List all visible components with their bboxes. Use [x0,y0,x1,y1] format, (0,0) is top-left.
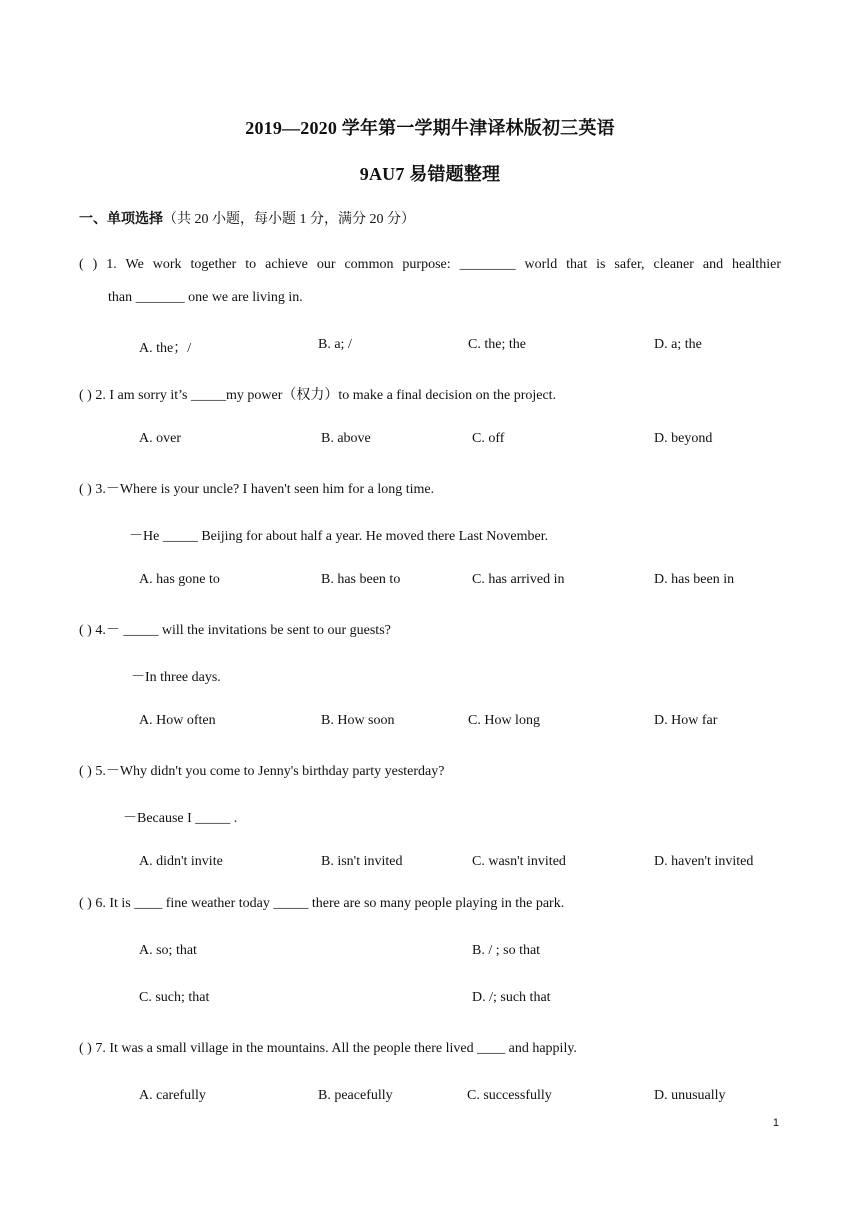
question-5-stem: 5.－Why didn't you come to Jenny's birthday party yesterday? [95,764,445,779]
question-7-option-c: C. successfully [467,1088,552,1103]
question-5-option-b: B. isn't invited [321,854,403,869]
question-6-option-d: D. /; such that [472,990,551,1005]
question-3-stem: 3.－Where is your uncle? I haven't seen him for a long time. [95,482,435,497]
question-4-option-d: D. How far [654,713,718,728]
question-5-line-2: －Because I _____ . [123,811,238,826]
section-heading [79,208,415,228]
question-5-option-a: A. didn't invite [139,854,223,869]
question-3-line-1 [79,478,434,498]
question-3-option-c: C. has arrived in [472,572,565,587]
question-2-option-c: C. off [472,431,505,446]
question-3-paren: ( ) [79,482,92,497]
question-1-option-d: D. a; the [654,337,702,352]
question-6-option-a: A. so; that [139,943,197,958]
question-4-stem: 4.－ _____ will the invitations be sent to our guests? [95,623,391,638]
question-2-option-d: D. beyond [654,431,713,446]
question-3-option-d: D. has been in [654,572,735,587]
question-4-option-a: A. How often [139,713,216,728]
question-2-stem: 2. I am sorry it’s _____my power（权力）to make a final decision on the project. [95,388,557,403]
question-4-line-1 [79,619,391,639]
question-6-option-b: B. / ; so that [472,943,541,958]
question-3-line-2: －He _____ Beijing for about half a year. He moved there Last November. [129,529,549,544]
question-4-option-c: C. How long [468,713,540,728]
question-6-line-1 [79,896,564,912]
question-1-line-1 [79,257,781,273]
question-4-option-b: B. How soon [321,713,395,728]
question-6-paren: ( ) [79,896,92,911]
question-1-option-c: C. the; the [468,337,526,352]
question-2-paren: ( ) [79,388,92,403]
question-7-line-1 [79,1041,577,1057]
question-2-option-a: A. over [139,431,181,446]
question-7-option-d: D. unusually [654,1088,726,1103]
question-1-paren: ( ) [79,257,98,272]
question-5-paren: ( ) [79,764,92,779]
question-1-line-2: than _______ one we are living in. [108,290,303,305]
question-7-paren: ( ) [79,1041,92,1056]
question-7-option-b: B. peacefully [318,1088,393,1103]
section-note: （共 20 小题，每小题 1 分，满分 20 分） [163,212,415,227]
question-6-stem: 6. It is ____ fine weather today _____ there are so many people playing in the park. [95,896,565,911]
question-4-paren: ( ) [79,623,92,638]
question-5-option-c: C. wasn't invited [472,854,566,869]
question-1-option-b: B. a; / [318,337,352,352]
question-5-option-d: D. haven't invited [654,854,754,869]
question-1-stem: 1. We work together to achieve our common purpose: ________ world that is safer, cleaner and healthier [106,257,782,272]
page-number: 1 [772,1117,779,1129]
question-3-option-b: B. has been to [321,572,401,587]
question-5-line-1 [79,760,444,780]
question-4-line-2: －In three days. [131,670,221,685]
question-2-line-1 [79,384,556,404]
question-1-option-a: A. the；/ [139,341,192,356]
question-3-option-a: A. has gone to [139,572,220,587]
section-label: 一、单项选择 [79,212,163,227]
page-title: 2019—2020 学年第一学期牛津译林版初三英语 [245,118,615,138]
question-6-option-c: C. such; that [139,990,210,1005]
question-7-stem: 7. It was a small village in the mountains. All the people there lived ____ and happily. [95,1041,577,1056]
question-7-option-a: A. carefully [139,1088,206,1103]
page-subtitle: 9AU7 易错题整理 [359,164,501,184]
question-2-option-b: B. above [321,431,371,446]
